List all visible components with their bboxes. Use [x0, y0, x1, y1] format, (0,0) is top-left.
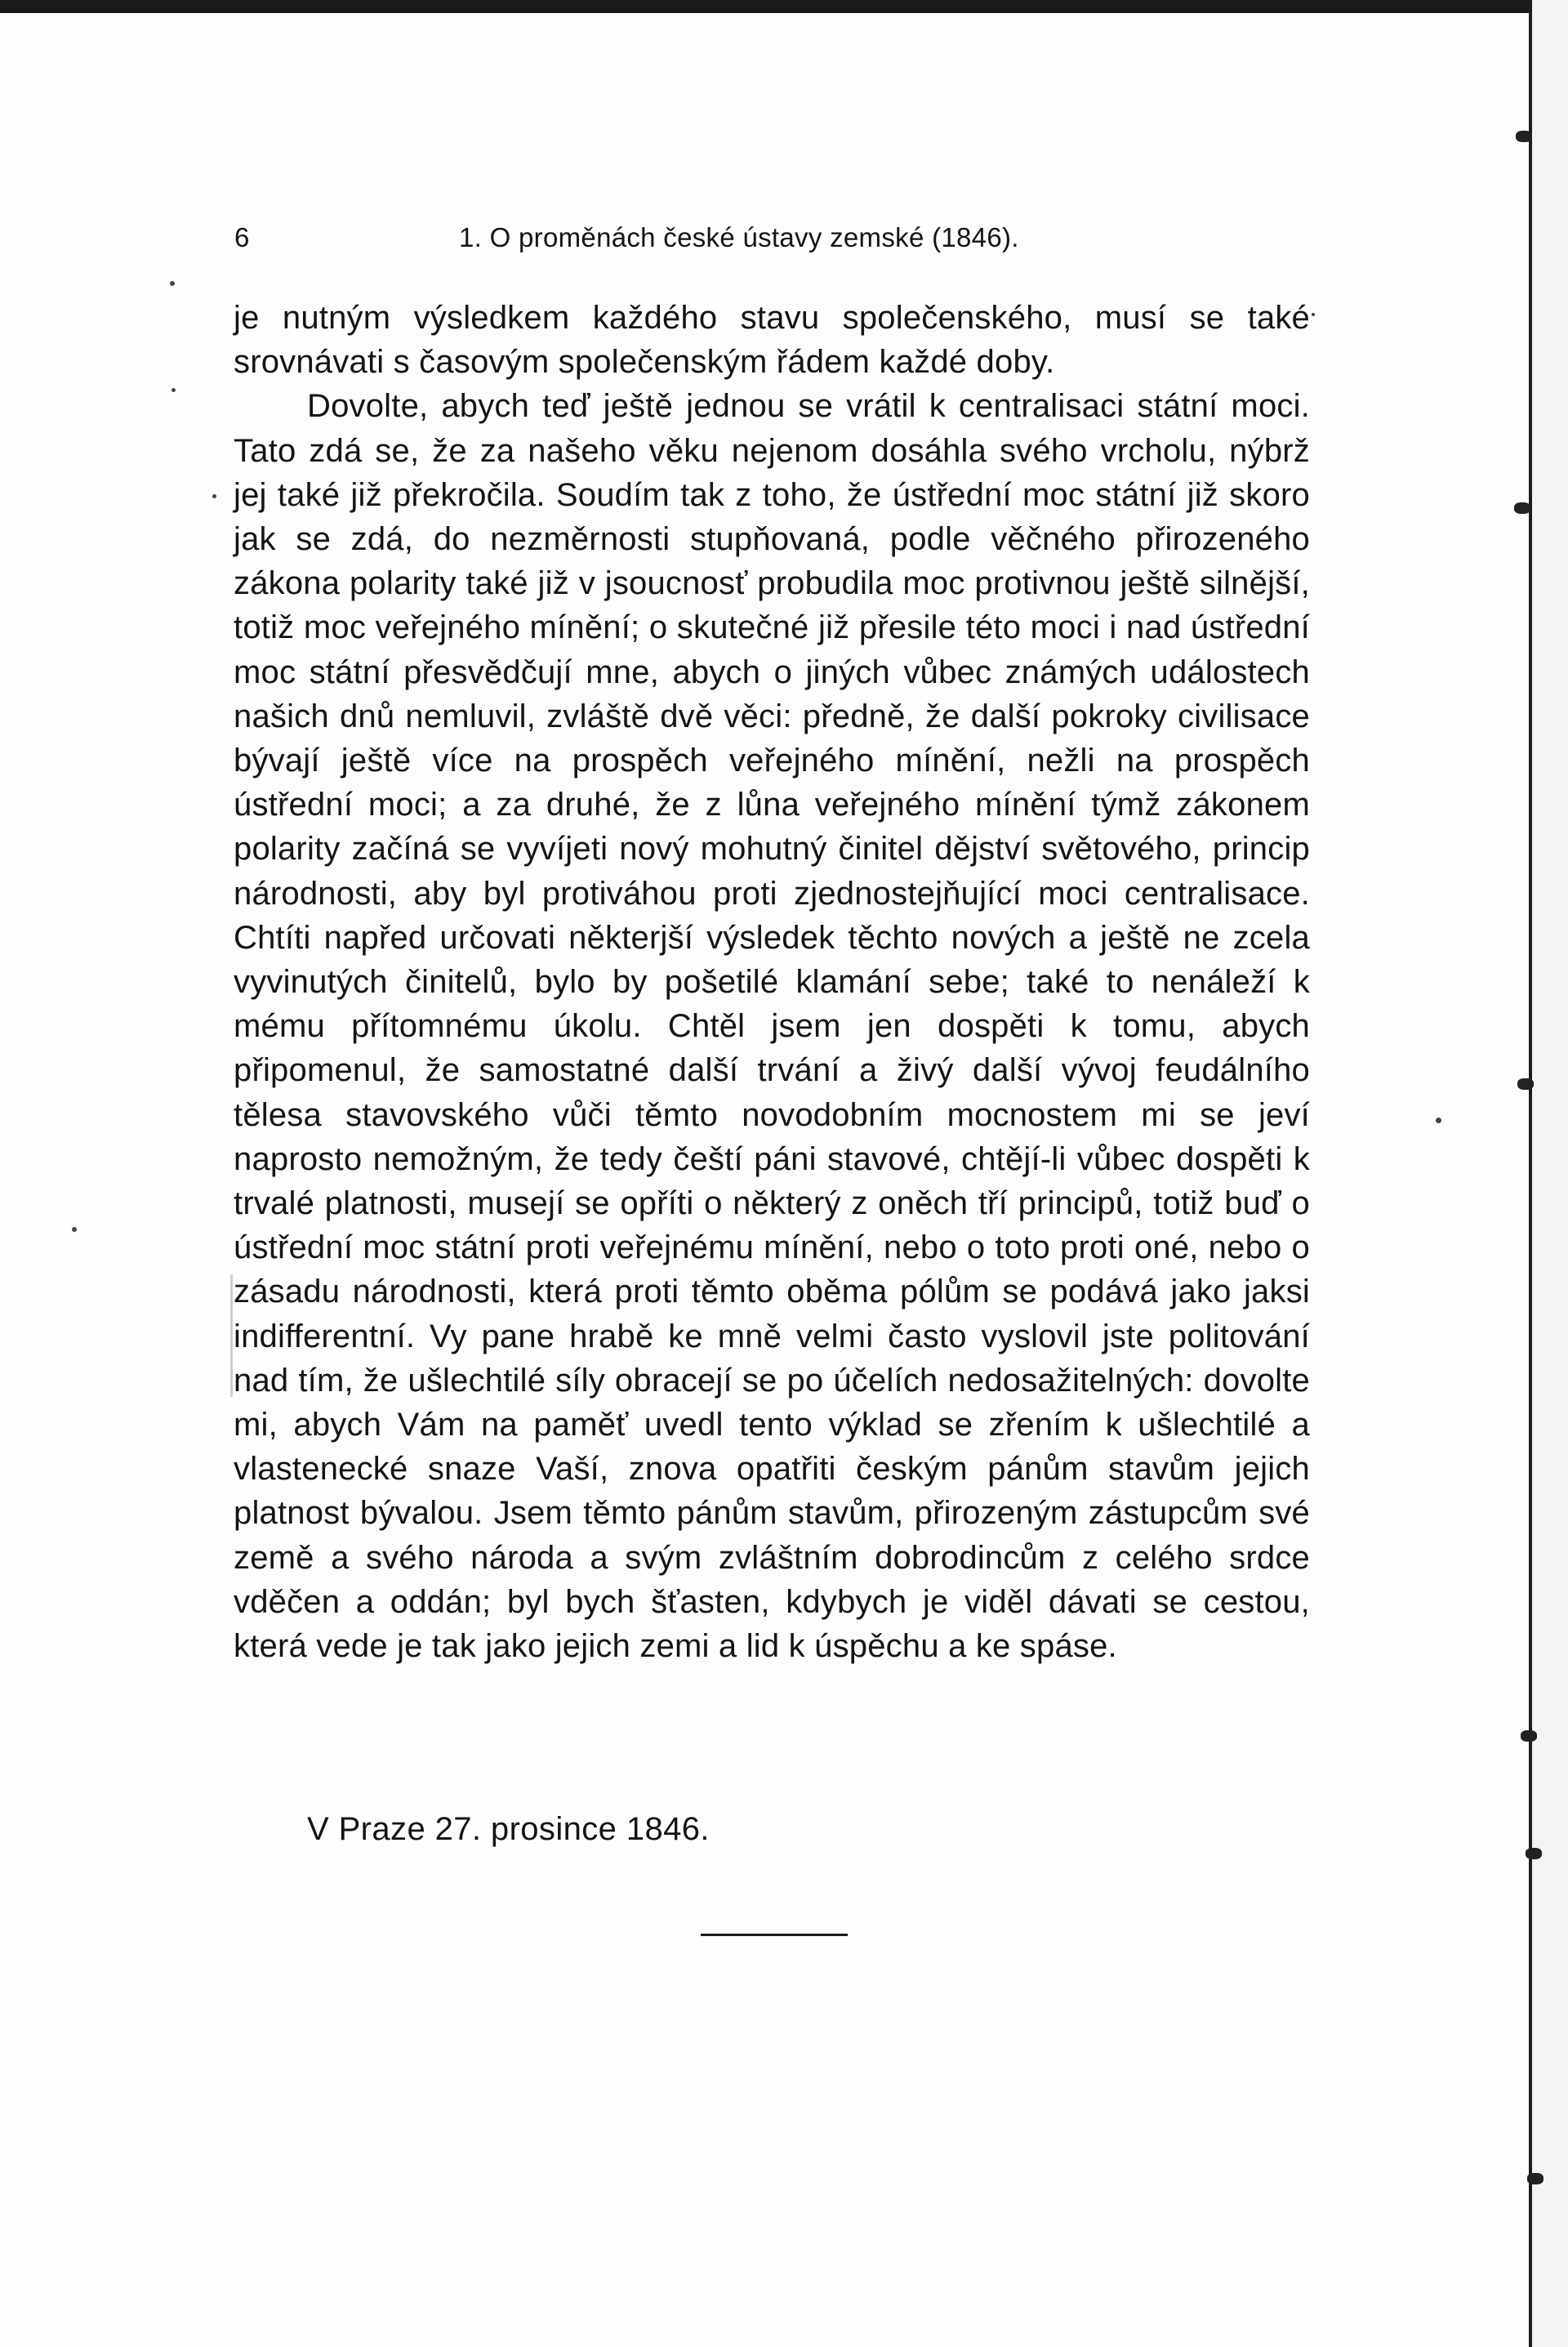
scan-top-border: [0, 0, 1568, 13]
scan-margin-mark: [1527, 2173, 1544, 2184]
scan-speck: [170, 281, 175, 286]
margin-pencil-line: [230, 1274, 233, 1397]
scan-margin-mark: [1514, 502, 1530, 514]
body-text: [234, 296, 1310, 1668]
scan-margin-mark: [1517, 1078, 1534, 1090]
scan-margin-mark: [1521, 1730, 1537, 1742]
scan-margin-mark: [1526, 1848, 1542, 1859]
end-rule: [701, 1934, 848, 1936]
paragraph-main: Dovolte, abych teď ještě jednou se vrátil k centralisaci státní moci. Tato zdá se, že za našeho věku nejenom dosáhla svého vrcholu, nýbrž jej také již překročila. Soudím tak z toho, že ústřední moc státní již skoro jak se zdá, do nezměrnosti stupňovaná, podle věčného přirozeného zákona polarity také již v jsoucnosť probudila moc protivnou ještě silnější, totiž moc veřejného mínění; o skutečné již přesile této moci i nad ústřední moc státní přesvědčují mne, abych o jiných vůbec známých událostech našich dnů nemluvil, zvláště dvě věci: předně, že další pokroky civilisace bývají ještě více na prospěch veřejného mínění, nežli na prospěch ústřední moci; a za druhé, že z lůna veřejného mínění týmž zákonem polarity začíná se vyvíjeti nový mohutný činitel dějství světového, princip národnosti, aby byl protiváhou proti zjednostejňující moci centralisace. Chtíti napřed určovati některjší výsledek těchto nových a ještě ne zcela vyvinutých činitelů, bylo by pošetilé klamání sebe; také to nenáleží k mému přítomnému úkolu. Chtěl jsem jen dospěti k tomu, abych připomenul, že samostatné další trvání a živý další vývoj feudálního tělesa stavovského vůči těmto novodobním mocnostem mi se jeví naprosto nemožným, že tedy čeští páni stavové, chtějí-li vůbec dospěti k trvalé platnosti, musejí se opříti o některý z oněch tří principů, totiž buď o ústřední moc státní proti veřejnému mínění, nebo o toto proti oné, nebo o zásadu národnosti, která proti těmto oběma pólům se podává jako jaksi indifferentní. Vy pane hrabě ke mně velmi často vyslovil jste politování nad tím, že ušlechtilé síly obracejí se po účelích nedosažitelných: dovolte mi, abych Vám na paměť uvedl tento výklad se zřením k ušlechtilé a vlastenecké snaze Vaší, znova opatřiti českým pánům stavům jejich platnost bývalou. Jsem těmto pánům stavům, přirozeným zástupcům své země a svého národa a svým zvláštním dobrodincům z celého srdce vděčen a oddán; byl bych šťasten, kdybych je viděl dávati se cestou, která vede je tak jako jejich zemi a lid k úspěchu a ke spáse.: [234, 388, 1310, 1665]
scan-speck: [172, 388, 176, 392]
page-header: [214, 222, 1325, 261]
scan-speck: [1436, 1118, 1441, 1123]
scan-right-border: [1529, 0, 1568, 2347]
place-date-signoff: V Praze 27. prosince 1846.: [307, 1811, 710, 1847]
scan-speck: [212, 494, 216, 498]
running-title: 1. O proměnách české ústavy zemské (1846).: [459, 222, 1019, 252]
scan-speck: [72, 1227, 77, 1232]
paragraph-continuation: je nutným výsledkem každého stavu společenského, musí se také srovnávati s časovým společenským řádem každé doby.: [234, 300, 1310, 381]
scan-speck: [1312, 313, 1315, 316]
page-number: 6: [234, 222, 250, 252]
scan-margin-mark: [1516, 131, 1532, 142]
